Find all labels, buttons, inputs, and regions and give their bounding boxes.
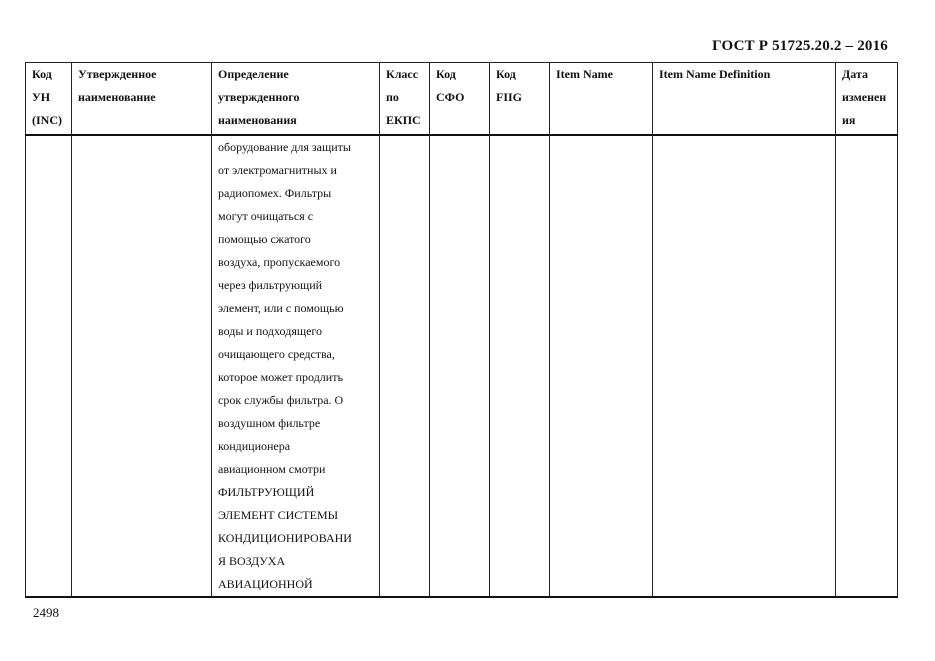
definition-text-line: через фильтрующий: [218, 278, 323, 292]
header-item-name: [550, 63, 653, 136]
definition-text-line: авиационном смотри: [218, 462, 326, 476]
header-text-line: FIIG: [496, 90, 523, 104]
cell-sfo-code: [430, 135, 490, 597]
definition-text-line: радиопомех. Фильтры: [218, 186, 332, 200]
header-text-line: по: [386, 90, 399, 104]
header-text-line: ЕКПС: [386, 113, 421, 127]
header-text-line: (INC): [32, 113, 62, 127]
cell-fiig-code: [490, 135, 550, 597]
header-text-line: Код: [496, 67, 516, 81]
page-number: 2498: [33, 605, 59, 620]
definition-text-line: АВИАЦИОННОЙ: [218, 577, 313, 591]
header-fiig-code: [490, 63, 550, 136]
definition-text-line: оборудование для защиты: [218, 140, 351, 154]
header-text-line: СФО: [436, 90, 465, 104]
definition-text-line: ФИЛЬТРУЮЩИЙ: [218, 485, 315, 499]
definition-text-line: которое может продлить: [218, 370, 343, 384]
header-text-line: наименования: [218, 113, 297, 127]
definition-text-line: воздушном фильтре: [218, 416, 321, 430]
header-item-name-definition: [653, 63, 836, 136]
table-row: [26, 135, 898, 597]
cell-ekps-class: [380, 135, 430, 597]
cell-definition: [212, 135, 380, 597]
definition-text-line: очищающего средства,: [218, 347, 335, 361]
definition-text-line: элемент, или с помощью: [218, 301, 344, 315]
definition-text-line: от электромагнитных и: [218, 163, 337, 177]
header-text-line: утвержденного: [218, 90, 300, 104]
header-text-line: Определение: [218, 67, 289, 81]
header-text-line: Код: [436, 67, 456, 81]
cell-approved-name: [72, 135, 212, 597]
definition-text-line: помощью сжатого: [218, 232, 311, 246]
header-text-line: изменен: [842, 90, 887, 104]
cell-inc-code: [26, 135, 72, 597]
header-change-date: [836, 63, 898, 136]
definition-text-line: Я ВОЗДУХА: [218, 554, 286, 568]
cell-change-date: [836, 135, 898, 597]
header-text-line: Дата: [842, 67, 868, 81]
header-text-line: Item Name: [556, 67, 613, 81]
header-text-line: ия: [842, 113, 856, 127]
header-text-line: Утвержденное: [78, 67, 157, 81]
header-text-line: Item Name Definition: [659, 67, 771, 81]
header-text-line: УН: [32, 90, 51, 104]
header-ekps-class: [380, 63, 430, 136]
header-inc-code: [26, 63, 72, 136]
header-text-line: наименование: [78, 90, 156, 104]
header-text-line: Класс: [386, 67, 419, 81]
definition-text-line: КОНДИЦИОНИРОВАНИ: [218, 531, 352, 545]
header-name-definition: [212, 63, 380, 136]
definition-text-line: воздуха, пропускаемого: [218, 255, 341, 269]
cell-item-name: [550, 135, 653, 597]
table-header-row: [26, 63, 898, 136]
header-text-line: Код: [32, 67, 52, 81]
definition-text-line: воды и подходящего: [218, 324, 323, 338]
document-standard-header: ГОСТ Р 51725.20.2 – 2016: [712, 38, 888, 54]
cell-item-name-definition: [653, 135, 836, 597]
definition-text-line: срок службы фильтра. О: [218, 393, 344, 407]
catalog-table: [25, 62, 898, 598]
header-approved-name: [72, 63, 212, 136]
definition-text-line: кондиционера: [218, 439, 291, 453]
header-sfo-code: [430, 63, 490, 136]
definition-text-line: ЭЛЕМЕНТ СИСТЕМЫ: [218, 508, 339, 522]
definition-text-line: могут очищаться с: [218, 209, 314, 223]
